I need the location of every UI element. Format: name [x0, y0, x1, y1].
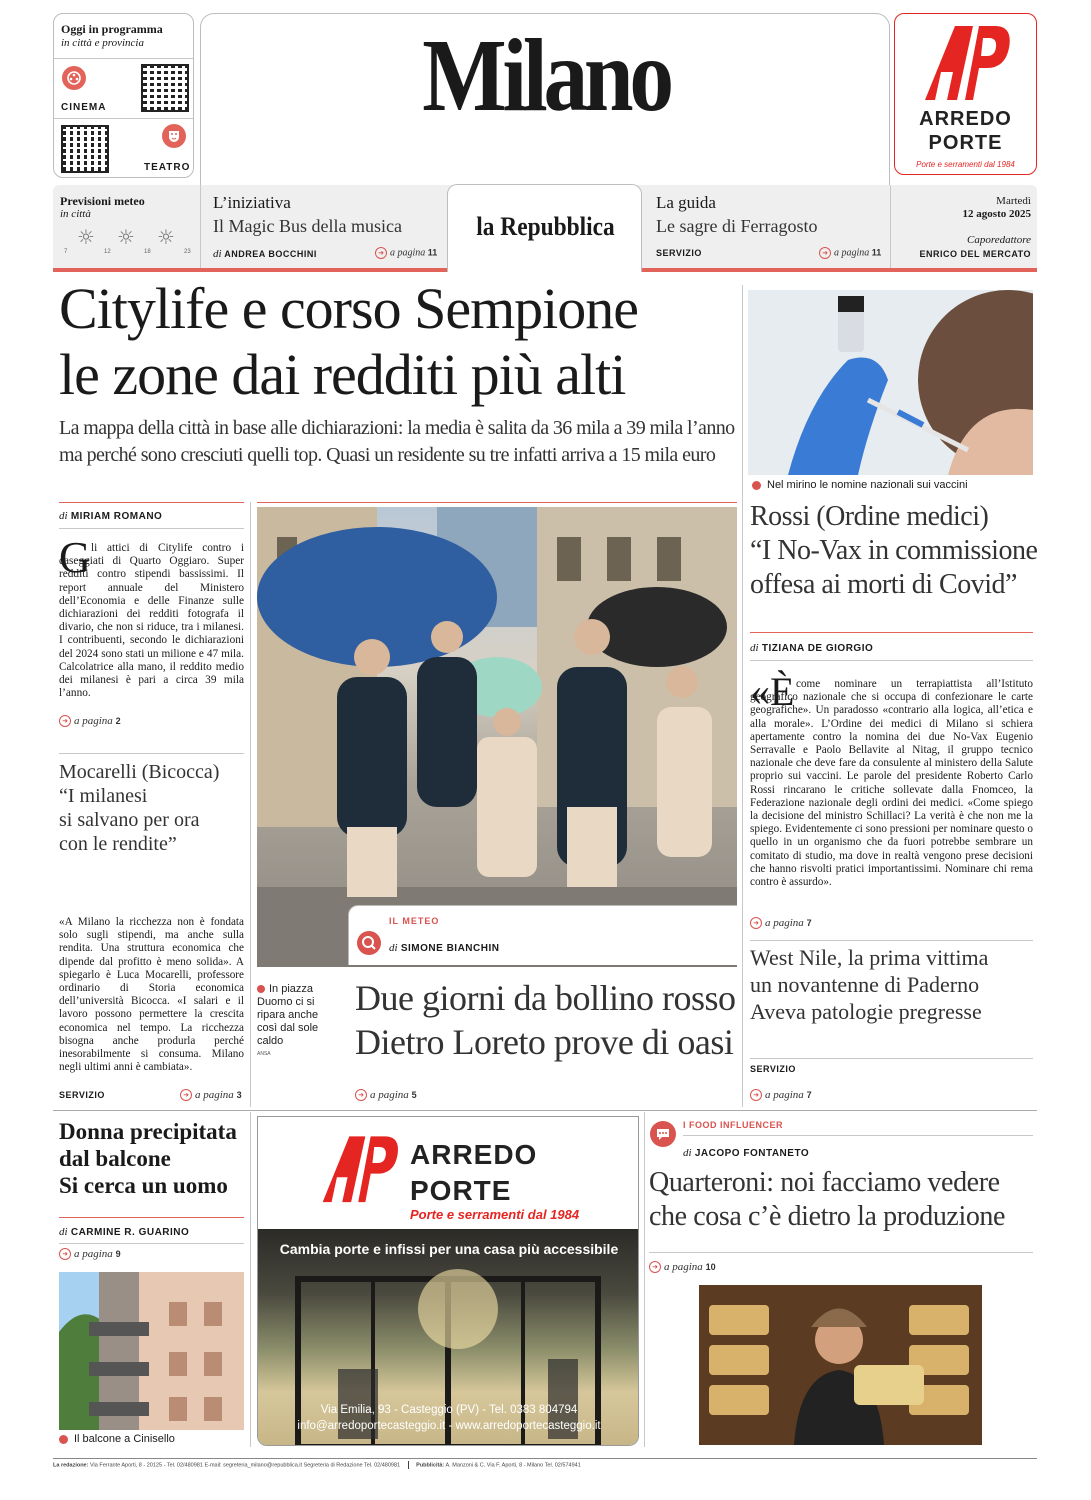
mocarelli-headline[interactable] — [59, 760, 219, 856]
lead-headline-2[interactable]: le zone dai redditi più alti — [59, 342, 626, 407]
arrow-icon: ➜ — [750, 917, 762, 929]
duomo-caption: In piazza Duomo ci si ripara anche così dal sole caldo ANSA — [257, 983, 327, 1061]
headline-line: si salvano per ora — [59, 809, 200, 831]
food-headline-1[interactable]: Quarteroni: noi facciamo vedere — [649, 1167, 1000, 1198]
caporedattore-label: Caporedattore — [967, 234, 1031, 246]
strip-right-byline: SERVIZIO — [656, 248, 702, 258]
strip-left-byline: di ANDREA BOCCHINI — [213, 248, 317, 260]
ad-mid[interactable] — [257, 1116, 639, 1446]
arrow-icon: ➜ — [375, 247, 387, 259]
chat-icon — [650, 1121, 676, 1147]
teatro-label[interactable]: TEATRO — [144, 162, 191, 173]
ad-mid-tagline: Porte e serramenti dal 1984 — [410, 1207, 580, 1222]
headline-line: Si cerca un uomo — [59, 1173, 228, 1198]
cheese-maker-photo — [699, 1285, 982, 1445]
strip-right-page-ref[interactable]: ➜ a pagina 11 — [819, 247, 881, 259]
lead-dropcap: G — [59, 533, 91, 582]
teatro-qr-code[interactable] — [61, 125, 109, 173]
meteo-story-headline-1[interactable]: Due giorni da bollino rosso — [355, 978, 736, 1018]
sun-icon: ☼ — [77, 225, 95, 249]
programma-subtitle: in città e provincia — [61, 37, 144, 49]
teatro-icon — [162, 124, 186, 148]
ad-mid-web: info@arredoportecasteggio.it - www.arredoportecasteggio.it — [297, 1420, 601, 1432]
strip-left-story[interactable] — [200, 185, 445, 268]
headline-line: con le rendite” — [59, 833, 177, 855]
footer-pubblicita-label: Pubblicità: — [416, 1462, 445, 1469]
masthead-title: Milano — [422, 18, 670, 133]
strip-right-title: Le sagre di Ferragosto — [656, 216, 818, 236]
balcony-caption: Il balcone a Cinisello — [59, 1433, 175, 1445]
meteo-hour: 7 — [64, 249, 68, 255]
headline-line: un novantenne di Paderno — [750, 972, 980, 997]
ad-top-tagline: Porte e serramenti dal 1984 — [916, 160, 1015, 169]
vaccini-headline[interactable] — [750, 500, 1037, 602]
date-box — [890, 185, 1035, 268]
date-day: Martedì — [996, 195, 1031, 207]
vaccini-page-ref[interactable]: ➜ a pagina 7 — [750, 917, 812, 929]
food-byline: di JACOPO FONTANETO — [683, 1147, 810, 1159]
sun-icon: ☼ — [117, 225, 135, 249]
arrow-icon: ➜ — [819, 247, 831, 259]
westnile-page-ref[interactable]: ➜ a pagina 7 — [750, 1089, 812, 1101]
cinema-icon — [62, 66, 86, 90]
strip-left-page-ref[interactable]: ➜ a pagina 11 — [375, 247, 437, 259]
meteo-hour: 18 — [144, 249, 151, 255]
lead-byline: di MIRIAM ROMANO — [59, 510, 163, 522]
arredo-porte-logo — [917, 20, 1017, 110]
headline-line: dal balcone — [59, 1146, 171, 1171]
donna-headline[interactable] — [59, 1118, 237, 1199]
vaccini-body: come nominare un terrapiattista all’Istituto geografico nazionale che si occupa di confezionare le carte geografiche». Un paradosso «contrario alla logica, all’etica e alla morale». L’Ordine dei medici di Milano si schiera apertamente contro la nomina dei due No-Vax Eugenio Serravalle e Paolo Bellavite al Nitag, il gruppo tecnico nazionale che deve fare da consulente al ministero della Salute proprio sui vaccini. Le parole del presidente Roberto Carlo Rossi rincarano le critiche sollevate dalla Fnomceo, la Federazione nazionale degli ordini dei medici. «Come spiego la decisione del ministro Schillaci? La verità è che non me la spiego. Evidentemente ci sono pressioni per nominare questo o quello in un organismo che da fuori potrebbe sembrare un comitato di studio, ma dove in realtà vengono prese decisioni che hanno risvolti pratici importantissimi. Nominare chi rema contro è assurdo». — [750, 678, 1033, 889]
arrow-icon: ➜ — [59, 1248, 71, 1260]
quote-mark: « — [750, 669, 770, 714]
food-page-ref[interactable]: ➜ a pagina 10 — [649, 1261, 716, 1273]
strip-right-kicker: La guida — [656, 193, 716, 212]
vaccine-caption: Nel mirino le nomine nazionali sui vaccini — [752, 479, 968, 491]
meteo-box — [53, 185, 195, 268]
caption-dot-icon — [752, 481, 761, 490]
meteo-story-byline: di SIMONE BIANCHIN — [389, 942, 500, 954]
mocarelli-byline: SERVIZIO — [59, 1090, 105, 1100]
arrow-icon: ➜ — [59, 715, 71, 727]
balcony-photo — [59, 1272, 244, 1430]
duomo-credit: ANSA — [257, 1051, 271, 1057]
arrow-icon: ➜ — [180, 1089, 192, 1101]
lead-page-ref[interactable]: ➜ a pagina 2 — [59, 715, 121, 727]
headline-line: Aveva patologie pregresse — [750, 999, 982, 1024]
duomo-photo — [257, 507, 737, 967]
headline-line: West Nile, la prima vittima — [750, 945, 989, 970]
ad-mid-claim: Cambia porte e infissi per una casa più accessibile — [279, 1241, 619, 1257]
arrow-icon: ➜ — [649, 1261, 661, 1273]
caption-dot-icon — [257, 985, 265, 993]
ad-mid-brand-2: PORTE — [410, 1175, 512, 1206]
meteo-title: Previsioni meteo — [60, 194, 145, 208]
masthead-box — [200, 13, 890, 185]
ad-top-brand-2: PORTE — [928, 132, 1003, 154]
lead-body: li attici di Citylife contro i caseggiati di Quarto Oggiaro. Super redditi contro stipendi bassissimi. Il report annuale del Ministero dell’Economia e delle Finanze sulle dichiarazioni dei redditi fotografa il divario, che non si riduce, tra i milanesi. I contribuenti, secondo le dichiarazioni del 2024 sono stati un milione e 47 mila. Calcolatrice alla mano, il reddito medio dei milanesi è pari a circa 39 mila l’anno. — [59, 542, 244, 700]
programma-box — [53, 13, 194, 178]
caporedattore-name: ENRICO DEL MERCATO — [919, 249, 1031, 259]
meteo-story-page-ref[interactable]: ➜ a pagina 5 — [355, 1089, 417, 1101]
ad-top-brand-1: ARREDO — [919, 108, 1012, 130]
strip-left-title: Il Magic Bus della musica — [213, 216, 402, 236]
mocarelli-page-ref[interactable]: ➜ a pagina 3 — [180, 1089, 242, 1101]
headline-line: offesa ai morti di Covid” — [750, 569, 1017, 600]
donna-page-ref[interactable]: ➜ a pagina 9 — [59, 1248, 121, 1260]
food-kicker: I FOOD INFLUENCER — [683, 1120, 783, 1130]
dropcap: È — [770, 669, 795, 714]
meteo-subtitle: in città — [60, 208, 91, 220]
headline-line: Donna precipitata — [59, 1119, 237, 1144]
meteo-story-headline-2[interactable]: Dietro Loreto prove di oasi — [355, 1022, 734, 1062]
repubblica-logo-box — [447, 184, 642, 272]
arrow-icon: ➜ — [355, 1089, 367, 1101]
food-headline-2[interactable]: che cosa c’è dietro la produzione — [649, 1201, 1006, 1232]
mocarelli-body: «A Milano la ricchezza non è fondata solo sugli stipendi, ma anche sulla rendita. Una struttura economica che dipende dal profitto è meno solida». A spiegarlo è Luca Mocarelli, professore ordinario di Storia economica dell’università Bicocca. «I salari e il lavoro possono permettere la crescita economica nel tempo. La ricchezza bisogna anche produrla perché inesorabilmente si consuma. Milano negli ultimi anni è cambiata». — [59, 916, 244, 1074]
ad-mid-address: Via Emilia, 93 - Casteggio (PV) - Tel. 0383 804794 — [320, 1404, 578, 1416]
lead-subheadline-1: La mappa della città in base alle dichiarazioni: la media è salita da 36 mila a 39 mila l’anno — [59, 417, 735, 439]
lead-subheadline-2: ma perché sono cresciuti quelli top. Quasi un residente su tre infatti arriva a 15 mila euro — [59, 444, 716, 466]
headline-line: “I milanesi — [59, 785, 148, 807]
footer-redazione: Via Ferrante Aporti, 8 - 20125 - Tel. 02/480981 E-mail: segreteria_milano@repubblica.it Segreteria di Redazione Tel. 02/480981 — [89, 1462, 401, 1469]
arrow-icon: ➜ — [750, 1089, 762, 1101]
magnifier-icon — [357, 931, 381, 955]
headline-line: Mocarelli (Bicocca) — [59, 761, 220, 783]
footer-redazione-label: La redazione: — [53, 1462, 89, 1469]
strip-left-kicker: L’iniziativa — [213, 193, 291, 212]
westnile-byline: SERVIZIO — [750, 1064, 796, 1074]
repubblica-logo: la Repubblica — [476, 212, 615, 241]
cinema-qr-code[interactable] — [141, 64, 189, 112]
date-date: 12 agosto 2025 — [962, 208, 1031, 220]
arredo-porte-logo — [310, 1131, 410, 1211]
cinema-label[interactable]: CINEMA — [61, 102, 107, 113]
headline-line: “I No-Vax in commissione — [750, 535, 1038, 566]
donna-byline: di CARMINE R. GUARINO — [59, 1226, 190, 1238]
headline-line: Rossi (Ordine medici) — [750, 501, 989, 532]
meteo-story-tag[interactable] — [348, 905, 737, 965]
westnile-headline[interactable] — [750, 944, 988, 1025]
lead-headline-1[interactable]: Citylife e corso Sempione — [59, 276, 639, 341]
vaccine-photo — [748, 290, 1033, 475]
meteo-hour: 23 — [184, 249, 191, 255]
footer — [53, 1461, 581, 1469]
sun-icon: ☼ — [157, 225, 175, 249]
ad-mid-brand-1: ARREDO — [410, 1139, 538, 1170]
meteo-story-kicker: IL METEO — [389, 916, 440, 926]
vaccini-byline: di TIZIANA DE GIORGIO — [750, 642, 874, 654]
strip-right-story[interactable] — [644, 185, 889, 268]
ad-top-box[interactable] — [894, 13, 1037, 175]
caption-dot-icon — [59, 1435, 68, 1444]
footer-pubblicita: A. Manzoni & C. Via F. Aporti, 8 - Milano Tel. 02/574941 — [445, 1462, 581, 1469]
programma-title: Oggi in programma — [61, 22, 163, 36]
meteo-hour: 12 — [104, 249, 111, 255]
